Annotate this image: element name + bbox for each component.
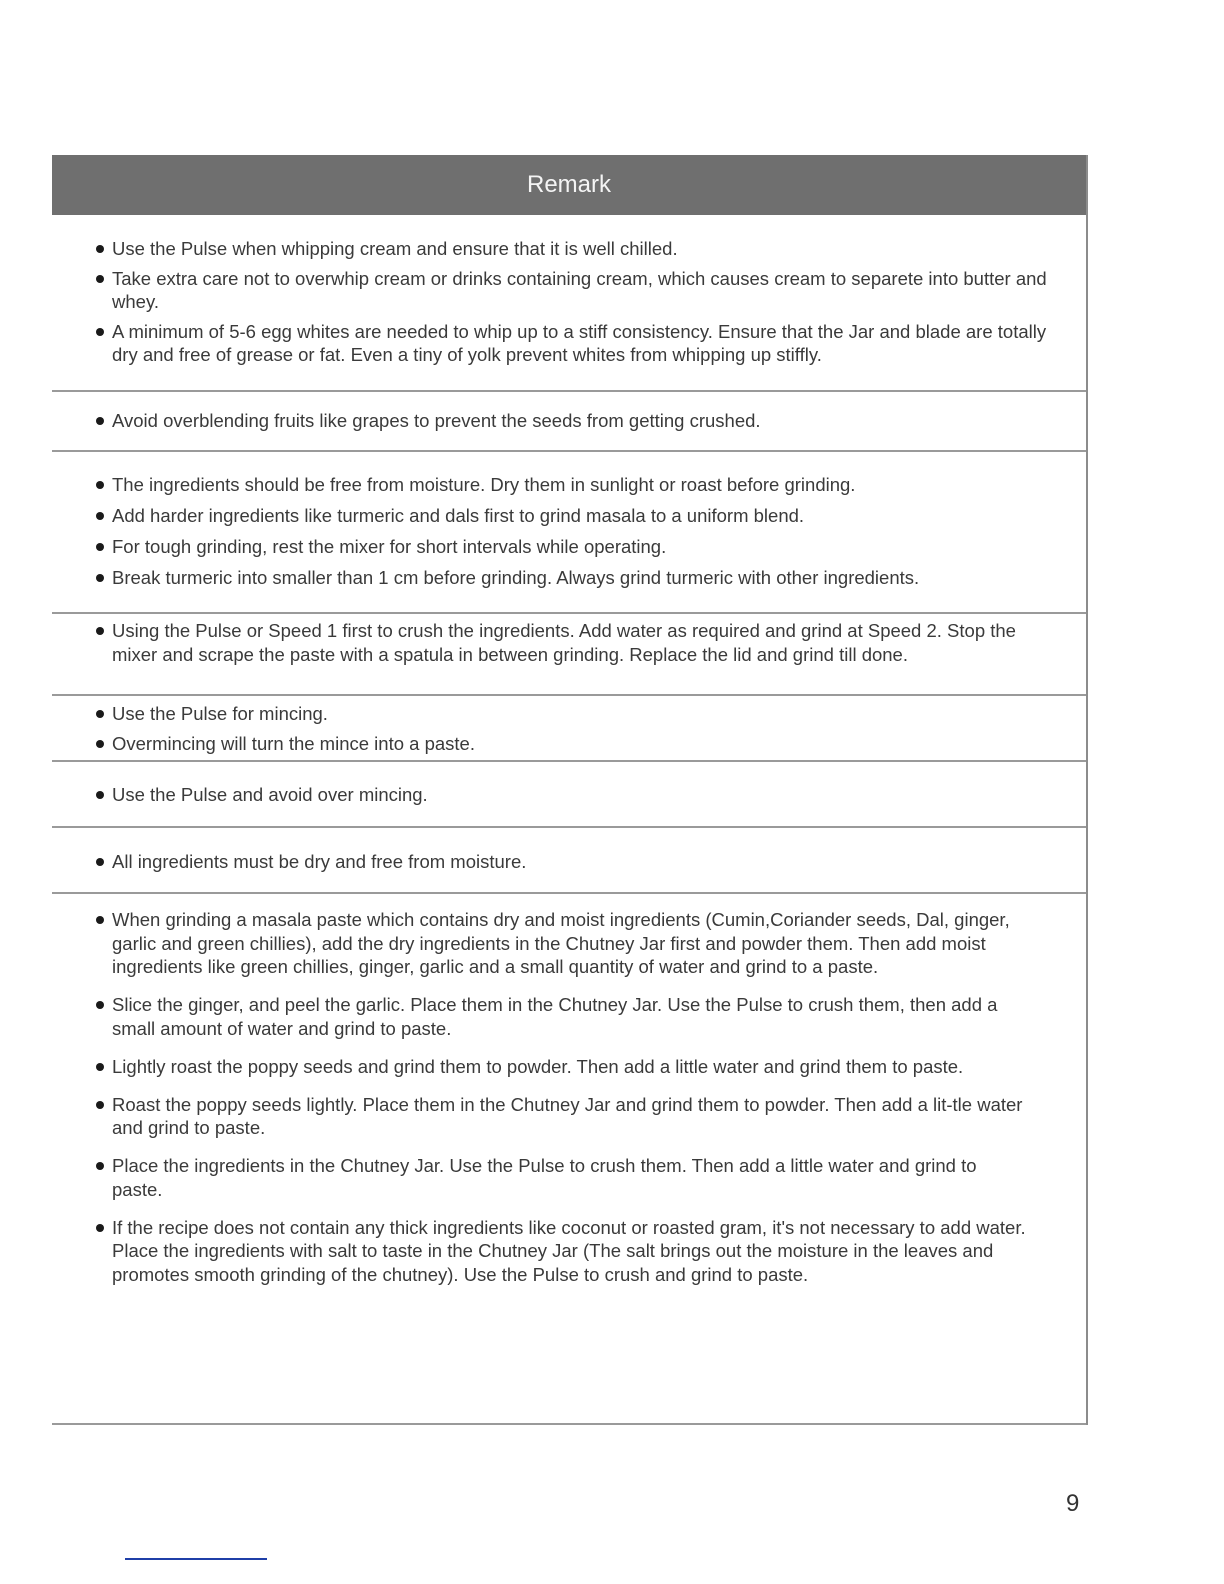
bullet-icon (96, 1101, 104, 1109)
bullet-icon (96, 275, 104, 283)
remark-item-text: The ingredients should be free from moisture. Dry them in sunlight or roast before grinding. (112, 474, 856, 495)
bullet-icon (96, 1001, 104, 1009)
bullet-icon (96, 858, 104, 866)
bullet-icon (96, 791, 104, 799)
remark-section (52, 392, 1086, 452)
remark-item (94, 1154, 1032, 1201)
remark-item-text: Take extra care not to overwhip cream or drinks containing cream, which causes cream to separete into butter and whey. (112, 267, 1047, 312)
footer-rule (125, 1558, 267, 1560)
remark-item (94, 908, 1032, 979)
remark-item-text: Avoid overblending fruits like grapes to prevent the seeds from getting crushed. (112, 410, 761, 431)
remark-section (52, 614, 1086, 696)
remark-item (94, 320, 1074, 367)
remark-item (94, 1216, 1032, 1287)
bullet-icon (96, 710, 104, 718)
remark-item-text: Use the Pulse and avoid over mincing. (112, 784, 428, 805)
remark-item-text: All ingredients must be dry and free from moisture. (112, 851, 527, 872)
bullet-icon (96, 481, 104, 489)
remark-item-text: Using the Pulse or Speed 1 first to crush the ingredients. Add water as required and grind at Speed 2. Stop the mixer and scrape the paste with a spatula in between grinding. Replace the lid and grind till done. (112, 620, 1016, 665)
remark-item-text: Roast the poppy seeds lightly. Place them in the Chutney Jar and grind them to powder. Then add a lit-tle water and grind to paste. (112, 1093, 1023, 1138)
page-number: 9 (1066, 1490, 1080, 1517)
bullet-icon (96, 512, 104, 520)
remark-item (94, 409, 1074, 433)
bullet-icon (96, 1162, 104, 1170)
bullet-icon (96, 543, 104, 551)
remark-title: Remark (526, 171, 611, 198)
bullet-icon (96, 627, 104, 635)
remark-item (94, 732, 1074, 756)
remark-item (94, 850, 1074, 874)
remark-item (94, 783, 1074, 807)
remark-item-text: If the recipe does not contain any thick ingredients like coconut or roasted gram, it's not necessary to add water. Place the ingredients with salt to taste in the Chutney Jar (The salt brings out the moisture in the leaves and promotes smooth grinding of the chutney). Use the Pulse to crush and grind to paste. (112, 1216, 1026, 1285)
remark-item-text: Break turmeric into smaller than 1 cm before grinding. Always grind turmeric with other ingredients. (112, 567, 920, 588)
remark-header (52, 155, 1086, 215)
remark-section (52, 452, 1086, 614)
remark-item-text: When grinding a masala paste which contains dry and moist ingredients (Cumin,Coriander seeds, Dal, ginger, garlic and green chillies), add the dry ingredients in the Chutney Jar first and powder them. Then add moist ingredients like green chillies, ginger, garlic and a small quantity of water and grind to a paste. (112, 909, 1010, 977)
remark-item-text: Add harder ingredients like turmeric and dals first to grind masala to a uniform blend. (112, 505, 805, 526)
remark-item-text: Use the Pulse when whipping cream and ensure that it is well chilled. (112, 238, 678, 259)
remark-item-text: Use the Pulse for mincing. (112, 703, 328, 724)
remark-section (52, 828, 1086, 894)
remark-item (94, 619, 1052, 666)
bullet-icon (96, 1063, 104, 1071)
remark-item (94, 702, 1074, 726)
remark-item (94, 993, 1032, 1040)
remark-item (94, 1055, 1032, 1079)
remark-table (52, 155, 1088, 1425)
bullet-icon (96, 1224, 104, 1232)
bullet-icon (96, 740, 104, 748)
remark-item (94, 535, 1074, 559)
remark-item (94, 1093, 1032, 1140)
remark-item-text: Lightly roast the poppy seeds and grind them to powder. Then add a little water and grind them to paste. (112, 1055, 964, 1077)
remark-item-text: For tough grinding, rest the mixer for short intervals while operating. (112, 536, 667, 557)
bullet-icon (96, 916, 104, 924)
remark-section (52, 696, 1086, 762)
remark-item-text: Overmincing will turn the mince into a paste. (112, 733, 475, 754)
remark-item (94, 504, 1074, 528)
remark-section (52, 762, 1086, 828)
remark-item (94, 237, 1074, 261)
bullet-icon (96, 417, 104, 425)
remark-section (52, 894, 1086, 1425)
remark-section (52, 215, 1086, 392)
bullet-icon (96, 245, 104, 253)
bullet-icon (96, 328, 104, 336)
remark-item (94, 473, 1074, 497)
remark-item (94, 566, 1074, 590)
bullet-icon (96, 574, 104, 582)
remark-sections (52, 215, 1086, 1425)
remark-item-text: A minimum of 5-6 egg whites are needed to whip up to a stiff consistency. Ensure that the Jar and blade are totally dry and free of grease or fat. Even a tiny of yolk prevent whites from whipping up stiffly. (112, 320, 1047, 365)
remark-item-text: Slice the ginger, and peel the garlic. Place them in the Chutney Jar. Use the Pulse to crush them, then add a small amount of water and grind to paste. (112, 994, 998, 1039)
remark-item-text: Place the ingredients in the Chutney Jar. Use the Pulse to crush them. Then add a little water and grind to paste. (112, 1155, 977, 1200)
remark-item (94, 267, 1074, 314)
